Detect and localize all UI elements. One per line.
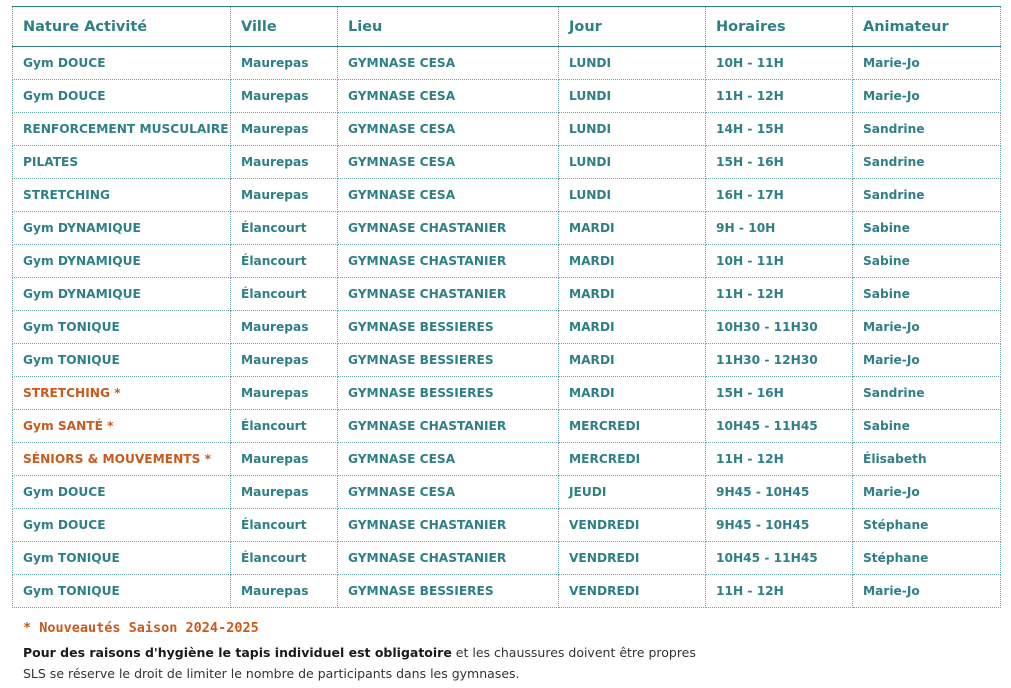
cell-day: VENDREDI	[559, 509, 706, 542]
cell-day: LUNDI	[559, 47, 706, 80]
cell-instructor: Sandrine	[853, 113, 1001, 146]
cell-instructor: Marie-Jo	[853, 80, 1001, 113]
cell-place: GYMNASE CESA	[338, 443, 559, 476]
cell-place: GYMNASE CHASTANIER	[338, 245, 559, 278]
cell-hours: 10H - 11H	[706, 47, 853, 80]
cell-place: GYMNASE BESSIERES	[338, 344, 559, 377]
cell-activity: PILATES	[13, 146, 231, 179]
new-season-note: * Nouveautés Saison 2024-2025	[23, 620, 259, 636]
table-header-row	[13, 7, 1001, 47]
cell-hours: 11H - 12H	[706, 80, 853, 113]
header-day: Jour	[559, 7, 706, 47]
cell-city: Maurepas	[231, 47, 338, 80]
cell-activity: SÉNIORS & MOUVEMENTS *	[13, 443, 231, 476]
table-row	[13, 509, 1001, 542]
cell-day: LUNDI	[559, 179, 706, 212]
table-row	[13, 80, 1001, 113]
table-row	[13, 443, 1001, 476]
table-row	[13, 344, 1001, 377]
cell-instructor: Stéphane	[853, 542, 1001, 575]
cell-activity: Gym DYNAMIQUE	[13, 212, 231, 245]
header-activity: Nature Activité	[13, 7, 231, 47]
cell-city: Élancourt	[231, 542, 338, 575]
table-row	[13, 542, 1001, 575]
cell-instructor: Élisabeth	[853, 443, 1001, 476]
cell-day: JEUDI	[559, 476, 706, 509]
cell-city: Maurepas	[231, 476, 338, 509]
cell-hours: 15H - 16H	[706, 146, 853, 179]
cell-place: GYMNASE CHASTANIER	[338, 278, 559, 311]
cell-place: GYMNASE CHASTANIER	[338, 410, 559, 443]
cell-activity: Gym DOUCE	[13, 476, 231, 509]
cell-instructor: Sandrine	[853, 146, 1001, 179]
cell-city: Maurepas	[231, 146, 338, 179]
cell-day: MARDI	[559, 212, 706, 245]
cell-instructor: Sabine	[853, 212, 1001, 245]
cell-day: MARDI	[559, 311, 706, 344]
cell-place: GYMNASE CESA	[338, 179, 559, 212]
cell-place: GYMNASE BESSIERES	[338, 377, 559, 410]
cell-instructor: Sabine	[853, 245, 1001, 278]
table-row	[13, 377, 1001, 410]
cell-city: Maurepas	[231, 575, 338, 608]
cell-hours: 11H - 12H	[706, 443, 853, 476]
cell-hours: 10H45 - 11H45	[706, 542, 853, 575]
cell-hours: 16H - 17H	[706, 179, 853, 212]
cell-hours: 10H30 - 11H30	[706, 311, 853, 344]
cell-instructor: Sandrine	[853, 377, 1001, 410]
cell-instructor: Sabine	[853, 410, 1001, 443]
cell-day: VENDREDI	[559, 575, 706, 608]
cell-hours: 11H - 12H	[706, 278, 853, 311]
cell-instructor: Sandrine	[853, 179, 1001, 212]
cell-place: GYMNASE CESA	[338, 113, 559, 146]
cell-city: Maurepas	[231, 113, 338, 146]
cell-place: GYMNASE BESSIERES	[338, 575, 559, 608]
table-row	[13, 311, 1001, 344]
cell-hours: 9H45 - 10H45	[706, 509, 853, 542]
cell-instructor: Marie-Jo	[853, 575, 1001, 608]
cell-day: LUNDI	[559, 146, 706, 179]
cell-activity: RENFORCEMENT MUSCULAIRE	[13, 113, 231, 146]
table-row	[13, 113, 1001, 146]
cell-hours: 9H45 - 10H45	[706, 476, 853, 509]
cell-instructor: Sabine	[853, 278, 1001, 311]
cell-day: VENDREDI	[559, 542, 706, 575]
cell-place: GYMNASE BESSIERES	[338, 311, 559, 344]
table-row	[13, 179, 1001, 212]
cell-day: MARDI	[559, 245, 706, 278]
cell-hours: 9H - 10H	[706, 212, 853, 245]
cell-city: Maurepas	[231, 344, 338, 377]
table-row	[13, 212, 1001, 245]
cell-city: Élancourt	[231, 212, 338, 245]
schedule-table	[12, 6, 1001, 608]
cell-activity: Gym SANTÉ *	[13, 410, 231, 443]
cell-place: GYMNASE CESA	[338, 476, 559, 509]
cell-day: MERCREDI	[559, 443, 706, 476]
table-row	[13, 146, 1001, 179]
cell-place: GYMNASE CESA	[338, 47, 559, 80]
cell-activity: Gym DOUCE	[13, 47, 231, 80]
header-instructor: Animateur	[853, 7, 1001, 47]
cell-place: GYMNASE CESA	[338, 146, 559, 179]
cell-activity: Gym TONIQUE	[13, 311, 231, 344]
cell-day: MARDI	[559, 344, 706, 377]
table-row	[13, 245, 1001, 278]
cell-place: GYMNASE CHASTANIER	[338, 509, 559, 542]
cell-activity: Gym DYNAMIQUE	[13, 278, 231, 311]
table-row	[13, 575, 1001, 608]
table-row	[13, 476, 1001, 509]
cell-activity: Gym TONIQUE	[13, 542, 231, 575]
table-row	[13, 410, 1001, 443]
table-row	[13, 278, 1001, 311]
cell-city: Maurepas	[231, 443, 338, 476]
table-body	[13, 47, 1001, 608]
cell-instructor: Marie-Jo	[853, 311, 1001, 344]
cell-instructor: Marie-Jo	[853, 476, 1001, 509]
hygiene-note	[23, 645, 696, 660]
cell-city: Élancourt	[231, 278, 338, 311]
header-hours: Horaires	[706, 7, 853, 47]
cell-instructor: Stéphane	[853, 509, 1001, 542]
header-place: Lieu	[338, 7, 559, 47]
cell-activity: STRETCHING *	[13, 377, 231, 410]
header-city: Ville	[231, 7, 338, 47]
cell-hours: 10H - 11H	[706, 245, 853, 278]
cell-hours: 14H - 15H	[706, 113, 853, 146]
cell-city: Maurepas	[231, 377, 338, 410]
cell-city: Maurepas	[231, 179, 338, 212]
cell-hours: 11H - 12H	[706, 575, 853, 608]
cell-city: Élancourt	[231, 245, 338, 278]
cell-city: Maurepas	[231, 80, 338, 113]
cell-hours: 15H - 16H	[706, 377, 853, 410]
hygiene-note-rest: et les chaussures doivent être propres	[451, 645, 696, 660]
cell-city: Élancourt	[231, 410, 338, 443]
cell-hours: 11H30 - 12H30	[706, 344, 853, 377]
cell-day: MERCREDI	[559, 410, 706, 443]
table-row	[13, 47, 1001, 80]
limit-note: SLS se réserve le droit de limiter le nombre de participants dans les gymnases.	[23, 666, 520, 681]
cell-day: LUNDI	[559, 80, 706, 113]
cell-day: MARDI	[559, 377, 706, 410]
cell-instructor: Marie-Jo	[853, 344, 1001, 377]
hygiene-note-bold: Pour des raisons d'hygiène le tapis individuel est obligatoire	[23, 645, 452, 660]
cell-activity: STRETCHING	[13, 179, 231, 212]
cell-hours: 10H45 - 11H45	[706, 410, 853, 443]
cell-place: GYMNASE CHASTANIER	[338, 212, 559, 245]
cell-city: Maurepas	[231, 311, 338, 344]
cell-place: GYMNASE CHASTANIER	[338, 542, 559, 575]
cell-activity: Gym DOUCE	[13, 509, 231, 542]
cell-place: GYMNASE CESA	[338, 80, 559, 113]
cell-activity: Gym TONIQUE	[13, 575, 231, 608]
cell-city: Élancourt	[231, 509, 338, 542]
cell-activity: Gym DOUCE	[13, 80, 231, 113]
cell-day: LUNDI	[559, 113, 706, 146]
cell-activity: Gym DYNAMIQUE	[13, 245, 231, 278]
cell-activity: Gym TONIQUE	[13, 344, 231, 377]
cell-instructor: Marie-Jo	[853, 47, 1001, 80]
cell-day: MARDI	[559, 278, 706, 311]
